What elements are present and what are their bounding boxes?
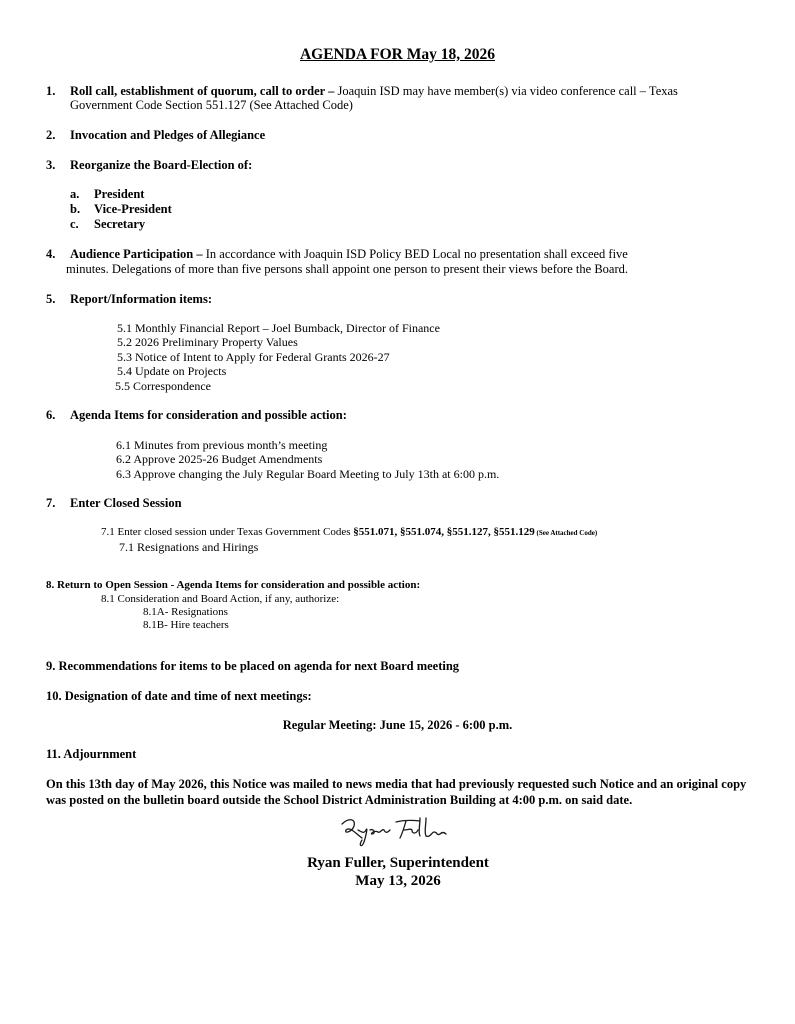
item-4-text: In accordance with Joaquin ISD Policy BED Local no presentation shall exceed five [202,247,628,261]
item-4-number: 4. [46,247,56,261]
item-4-heading: Audience Participation – [70,247,203,261]
signer-name: Ryan Fuller, Superintendent [307,855,489,871]
item-2-heading: Invocation and Pledges of Allegiance [70,128,266,142]
item-7-1-text: 7.1 Enter closed session under Texas Government Codes [101,526,354,538]
item-7-heading: Enter Closed Session [70,496,182,510]
item-11: 11. Adjournment [46,747,137,761]
item-6-number: 6. [46,408,56,422]
item-1-number: 1. [46,84,56,98]
item-3b-letter: b. [70,202,81,216]
item-1-line-2: Government Code Section 551.127 (See Attached Code) [70,98,353,112]
item-4-line-2: minutes. Delegations of more than five persons shall appoint one person to present their views before the Board. [66,262,629,276]
item-1-text: Joaquin ISD may have member(s) via video conference call – Texas [334,84,678,98]
item-3-number: 3. [46,158,56,172]
item-7-1-resignations: 7.1 Resignations and Hirings [119,540,259,554]
item-5-number: 5. [46,292,56,306]
item-10: 10. Designation of date and time of next meetings: [46,689,312,703]
item-3b-label: Vice-President [94,202,172,216]
item-6-2: 6.2 Approve 2025-26 Budget Amendments [116,452,323,466]
item-8-1b: 8.1B- Hire teachers [143,619,229,631]
item-5-2: 5.2 2026 Preliminary Property Values [117,335,298,349]
item-7-number: 7. [46,496,56,510]
item-3a-label: President [94,187,145,201]
item-6-3: 6.3 Approve changing the July Regular Board Meeting to July 13th at 6:00 p.m. [116,467,500,481]
item-3-heading: Reorganize the Board-Election of: [70,158,253,172]
item-7-1-note: (See Attached Code) [534,529,598,537]
item-1-heading: Roll call, establishment of quorum, call to order – [70,84,335,98]
item-5-4: 5.4 Update on Projects [117,364,227,378]
item-4-line-1 [70,247,628,262]
item-5-1: 5.1 Monthly Financial Report – Joel Bumback, Director of Finance [117,321,440,335]
signature-date: May 13, 2026 [355,873,441,889]
item-3a-letter: a. [70,187,80,201]
item-3c-letter: c. [70,217,79,231]
item-5-3: 5.3 Notice of Intent to Apply for Federal Grants 2026-27 [117,350,390,364]
item-8-heading: 8. Return to Open Session - Agenda Items for consideration and possible action: [46,579,421,591]
item-7-1-closed-session [101,526,597,540]
regular-meeting: Regular Meeting: June 15, 2026 - 6:00 p.m. [282,718,513,732]
item-9: 9. Recommendations for items to be placed on agenda for next Board meeting [46,659,460,673]
item-8-1: 8.1 Consideration and Board Action, if any, authorize: [101,593,340,605]
signature-handwritten [334,812,454,852]
item-5-heading: Report/Information items: [70,292,212,306]
item-6-heading: Agenda Items for consideration and possible action: [70,408,347,422]
item-5-5: 5.5 Correspondence [115,379,211,393]
agenda-title: AGENDA FOR May 18, 2026 [299,46,496,63]
item-6-1: 6.1 Minutes from previous month’s meeting [116,438,328,452]
posting-notice: On this 13th day of May 2026, this Notice was mailed to news media that had previously requested such Notice and an original copy was posted on the bulletin board outside the School District Administration Building at 4:00 p.m. on said date. [46,777,747,807]
item-2-number: 2. [46,128,56,142]
item-8-1a: 8.1A- Resignations [143,606,228,618]
item-1-line-1 [70,84,678,99]
item-7-1-codes: §551.071, §551.074, §551.127, §551.129 [353,526,535,538]
signature-graphic [334,812,454,852]
item-3c-label: Secretary [94,217,146,231]
